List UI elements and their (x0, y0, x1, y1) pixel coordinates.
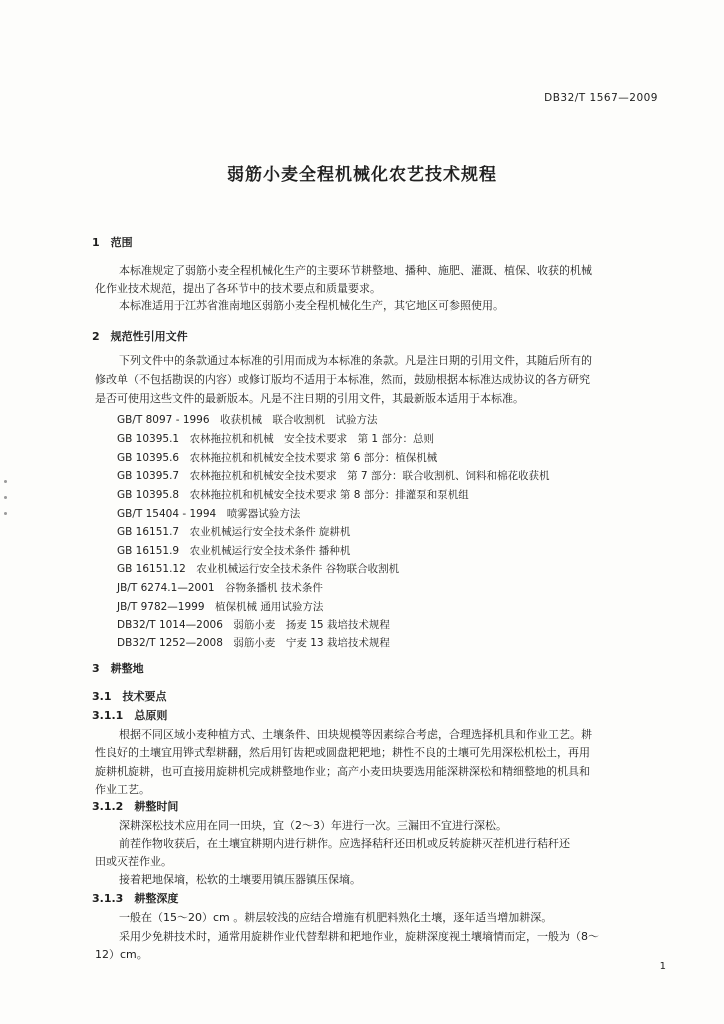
section-3-1-3-para-2-line-2: 12）cm。 (95, 948, 148, 961)
reference-item: GB 10395.7 农林拖拉机和机械安全技术要求 第 7 部分：联合收割机、饲料和棉花收获机 (117, 470, 550, 482)
scan-margin-mark (4, 496, 7, 499)
page-number: 1 (659, 961, 666, 972)
section-2-para-line-3: 是否可使用这些文件的最新版本。凡是不注日期的引用文件，其最新版本适用于本标准。 (95, 392, 524, 405)
section-3-1-3-para-1: 一般在（15～20）cm 。耕层较浅的应结合增施有机肥料熟化土壤，逐年适当增加耕深。 (119, 911, 553, 924)
reference-item: DB32/T 1252—2008 弱筋小麦 宁麦 13 栽培技术规程 (117, 637, 390, 649)
reference-item: GB 16151.9 农业机械运行安全技术条件 播种机 (117, 545, 351, 557)
reference-item: GB 16151.12 农业机械运行安全技术条件 谷物联合收割机 (117, 563, 400, 575)
section-1-para-1-line-2: 化作业技术规范，提出了各环节中的技术要点和质量要求。 (95, 282, 381, 295)
section-3-heading: 3 耕整地 (92, 662, 144, 675)
section-3-1-2-para-2-line-2: 田或灭茬作业。 (95, 855, 172, 868)
section-3-1-2-para-3: 接着耙地保墒，松软的土壤要用镇压器镇压保墒。 (119, 873, 361, 886)
reference-item: GB 10395.6 农林拖拉机和机械安全技术要求 第 6 部分：植保机械 (117, 452, 438, 464)
reference-item: DB32/T 1014—2006 弱筋小麦 扬麦 15 栽培技术规程 (117, 619, 390, 631)
section-2-para-line-2: 修改单（不包括勘误的内容）或修订版均不适用于本标准，然而，鼓励根据本标准达成协议的各方研究 (95, 373, 590, 386)
section-3-1-2-para-1: 深耕深松技术应用在同一田块，宜（2～3）年进行一次。三漏田不宜进行深松。 (119, 819, 507, 832)
scan-margin-mark (4, 512, 7, 515)
section-3-1-2-heading: 3.1.2 耕整时间 (92, 800, 179, 813)
section-3-1-1-para-line-4: 作业工艺。 (95, 783, 150, 796)
section-3-1-2-para-2-line-1: 前茬作物收获后，在土壤宜耕期内进行耕作。应选择秸秆还田机或反转旋耕灭茬机进行秸秆还 (119, 837, 570, 850)
section-3-1-3-heading: 3.1.3 耕整深度 (92, 892, 179, 905)
section-3-1-1-para-line-3: 旋耕机旋耕，也可直接用旋耕机完成耕整地作业；高产小麦田块要选用能深耕深松和精细整地的机具和 (95, 765, 590, 778)
section-3-1-1-heading: 3.1.1 总原则 (92, 709, 168, 722)
reference-item: JB/T 9782—1999 植保机械 通用试验方法 (117, 601, 324, 613)
reference-item: GB 10395.8 农林拖拉机和机械安全技术要求 第 8 部分：排灌泵和泵机组 (117, 489, 469, 501)
section-2-heading: 2 规范性引用文件 (92, 330, 188, 343)
section-3-1-3-para-2-line-1: 采用少免耕技术时，通常用旋耕作业代替犁耕和耙地作业，旋耕深度视土壤墒情而定，一般为（8～ (119, 930, 599, 943)
section-1-para-1-line-1: 本标准规定了弱筋小麦全程机械化生产的主要环节耕整地、播种、施肥、灌溉、植保、收获的机械 (119, 264, 592, 277)
section-2-para-line-1: 下列文件中的条款通过本标准的引用而成为本标准的条款。凡是注日期的引用文件，其随后所有的 (119, 354, 592, 367)
document-title: 弱筋小麦全程机械化农艺技术规程 (227, 165, 497, 185)
reference-item: GB/T 15404 - 1994 喷雾器试验方法 (117, 508, 301, 520)
section-3-1-1-para-line-1: 根据不同区域小麦种植方式、土壤条件、田块规模等因素综合考虑，合理选择机具和作业工艺。耕 (119, 728, 592, 741)
reference-item: GB 16151.7 农业机械运行安全技术条件 旋耕机 (117, 526, 351, 538)
scan-margin-mark (4, 480, 7, 483)
reference-item: GB/T 8097 - 1996 收获机械 联合收割机 试验方法 (117, 414, 378, 426)
document-number: DB32/T 1567—2009 (544, 92, 658, 104)
section-1-heading: 1 范围 (92, 236, 133, 249)
section-3-1-heading: 3.1 技术要点 (92, 690, 167, 703)
reference-item: GB 10395.1 农林拖拉机和机械 安全技术要求 第 1 部分：总则 (117, 433, 434, 445)
section-3-1-1-para-line-2: 性良好的土壤宜用铧式犁耕翻，然后用钉齿耙或圆盘耙耙地；耕性不良的土壤可先用深松机松土，再用 (95, 746, 590, 759)
reference-item: JB/T 6274.1—2001 谷物条播机 技术条件 (117, 582, 323, 594)
section-1-para-2: 本标准适用于江苏省淮南地区弱筋小麦全程机械化生产，其它地区可参照使用。 (119, 299, 504, 312)
